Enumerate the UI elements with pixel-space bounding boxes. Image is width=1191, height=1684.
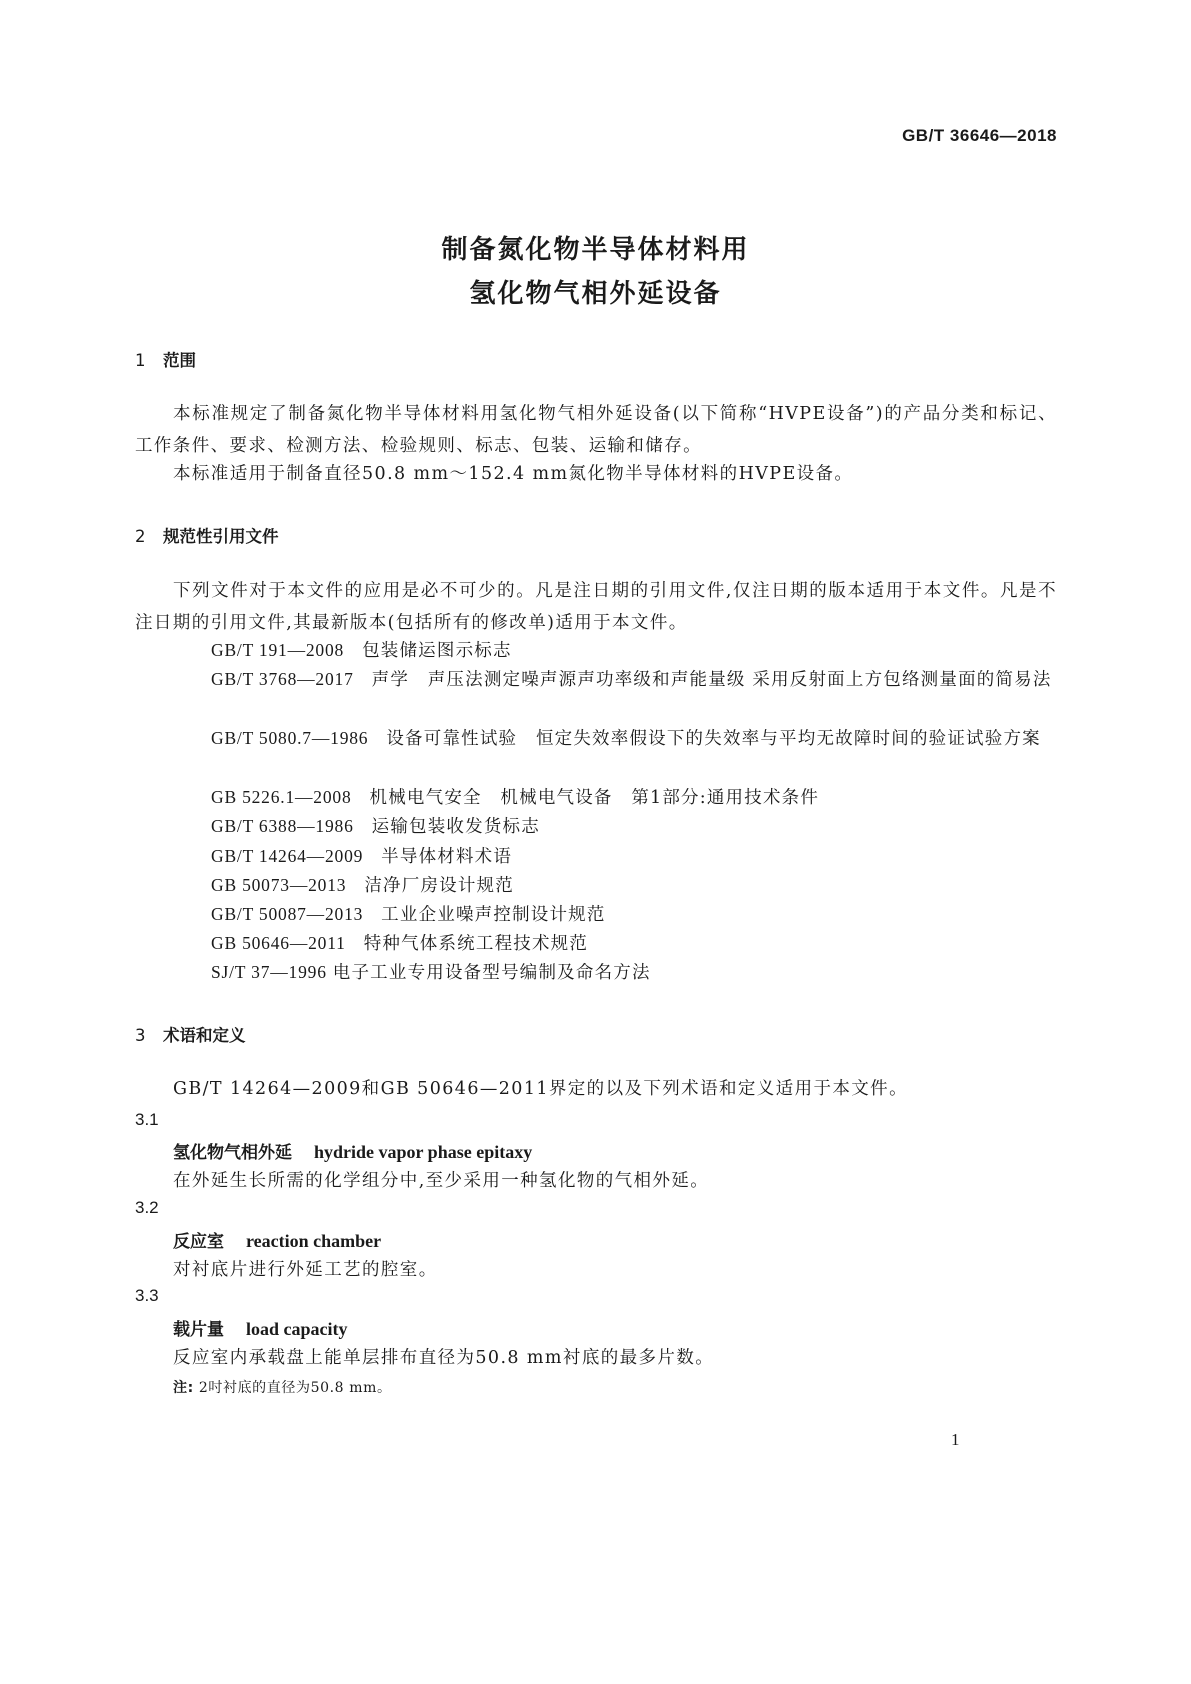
term-en: load capacity xyxy=(246,1319,348,1339)
section-heading-scope xyxy=(135,347,196,371)
reference-title: 洁净厂房设计规范 xyxy=(364,876,514,896)
scope-paragraph-1: 本标准规定了制备氮化物半导体材料用氢化物气相外延设备(以下简称“HVPE设备”)的产品分类和标记、工作条件、要求、检测方法、检验规则、标志、包装、运输和储存。 xyxy=(135,404,1057,456)
term-number: 3.2 xyxy=(135,1198,159,1217)
reference-item xyxy=(135,956,1057,989)
reference-code: GB/T 191—2008 xyxy=(211,640,345,660)
reference-title: 运输包装收发货标志 xyxy=(371,817,540,837)
section-number: 3 xyxy=(135,1026,146,1045)
term-heading xyxy=(173,1227,381,1252)
reference-title: 机械电气安全 机械电气设备 第1部分:通用技术条件 xyxy=(369,788,820,808)
section-title: 规范性引用文件 xyxy=(163,527,279,546)
term-zh: 氢化物气相外延 xyxy=(173,1143,292,1163)
note-label: 注: xyxy=(173,1380,194,1396)
references-intro: 下列文件对于本文件的应用是必不可少的。凡是注日期的引用文件,仅注日期的版本适用于本文件。凡是不注日期的引用文件,其最新版本(包括所有的修改单)适用于本文件。 xyxy=(135,581,1057,633)
reference-code: GB 5226.1—2008 xyxy=(211,787,352,807)
reference-code: GB/T 5080.7—1986 xyxy=(211,728,369,748)
reference-title: 特种气体系统工程技术规范 xyxy=(363,934,589,954)
reference-code: GB/T 6388—1986 xyxy=(211,816,354,836)
reference-item xyxy=(135,663,1057,696)
reference-code: GB 50646—2011 xyxy=(211,933,346,953)
reference-title: 半导体材料术语 xyxy=(381,847,513,867)
document-title-line-1: 制备氮化物半导体材料用 xyxy=(441,235,750,265)
reference-code: SJ/T 37—1996 xyxy=(211,962,327,982)
term-zh: 反应室 xyxy=(173,1232,224,1252)
term-en: reaction chamber xyxy=(246,1231,382,1251)
note-text: 2吋衬底的直径为50.8 mm。 xyxy=(198,1380,392,1396)
section-title: 范围 xyxy=(163,351,196,370)
reference-item xyxy=(135,722,1057,755)
reference-title: 工业企业噪声控制设计规范 xyxy=(381,905,606,925)
term-number: 3.3 xyxy=(135,1286,159,1305)
term-definition: 在外延生长所需的化学组分中,至少采用一种氢化物的气相外延。 xyxy=(173,1171,710,1191)
document-title-line-2: 氢化物气相外延设备 xyxy=(469,279,722,309)
reference-title: 设备可靠性试验 恒定失效率假设下的失效率与平均无故障时间的验证试验方案 xyxy=(386,729,1041,749)
reference-code: GB/T 50087—2013 xyxy=(211,904,364,924)
term-heading xyxy=(173,1138,532,1163)
note xyxy=(173,1377,392,1397)
document-code: GB/T 36646—2018 xyxy=(902,126,1057,145)
section-heading-normative-references xyxy=(135,523,279,547)
scope-paragraph-2: 本标准适用于制备直径50.8 mm～152.4 mm氮化物半导体材料的HVPE设备。 xyxy=(173,464,854,484)
reference-title: 声学 声压法测定噪声源声功率级和声能量级 采用反射面上方包络测量面的简易法 xyxy=(371,670,1052,690)
term-en: hydride vapor phase epitaxy xyxy=(314,1142,533,1162)
reference-title: 电子工业专用设备型号编制及命名方法 xyxy=(332,963,651,983)
reference-title: 包装储运图示标志 xyxy=(362,641,512,661)
terms-intro: GB/T 14264—2009和GB 50646—2011界定的以及下列术语和定义适用于本文件。 xyxy=(173,1079,908,1099)
reference-code: GB 50073—2013 xyxy=(211,875,347,895)
section-title: 术语和定义 xyxy=(163,1026,246,1045)
section-heading-terms xyxy=(135,1022,246,1046)
term-definition: 对衬底片进行外延工艺的腔室。 xyxy=(173,1260,438,1280)
reference-code: GB/T 14264—2009 xyxy=(211,846,364,866)
reference-code: GB/T 3768—2017 xyxy=(211,669,354,689)
term-number: 3.1 xyxy=(135,1110,159,1129)
reference-item xyxy=(135,810,1057,843)
section-number: 1 xyxy=(135,351,146,370)
section-number: 2 xyxy=(135,527,146,546)
term-zh: 载片量 xyxy=(173,1320,224,1340)
page-number: 1 xyxy=(951,1430,960,1449)
term-heading xyxy=(173,1315,348,1340)
term-definition: 反应室内承载盘上能单层排布直径为50.8 mm衬底的最多片数。 xyxy=(173,1348,715,1368)
